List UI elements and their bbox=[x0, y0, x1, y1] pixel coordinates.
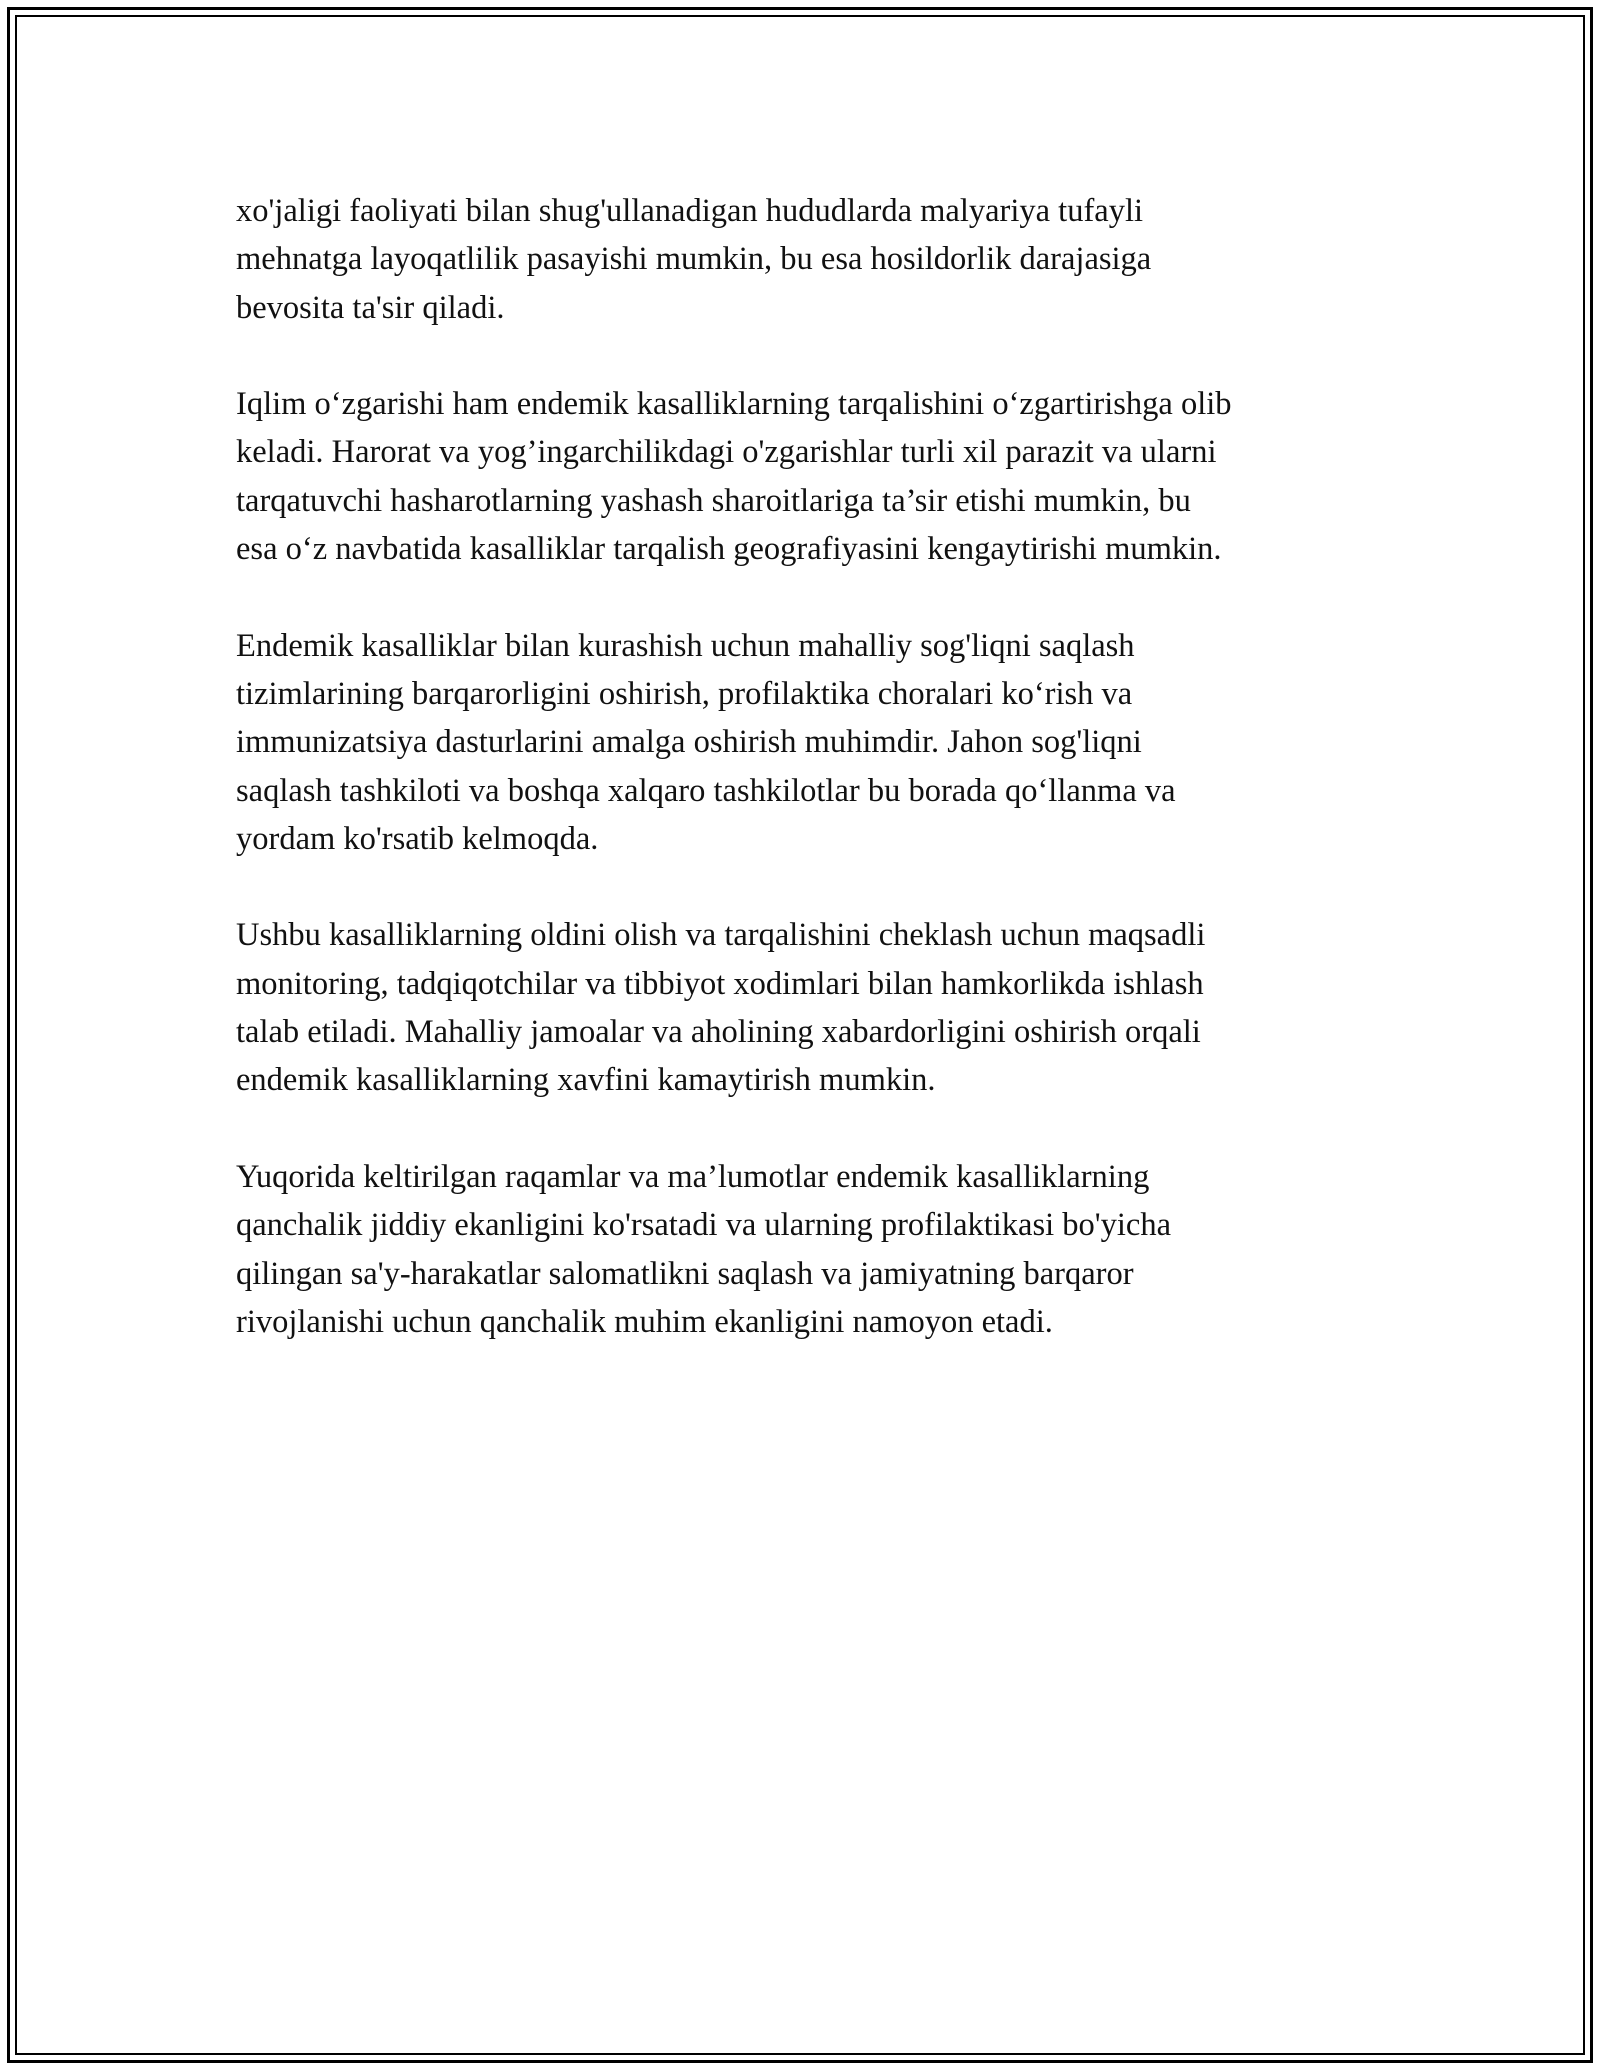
text-line: Yuqorida keltirilgan raqamlar va ma’lumotlar endemik kasalliklarning bbox=[236, 1158, 1150, 1195]
text-line: talab etiladi. Mahalliy jamoalar va aholining xabardorligini oshirish orqali bbox=[236, 1014, 1201, 1051]
text-line: qilingan sa'y-harakatlar salomatlikni saqlash va jamiyatning barqaror bbox=[236, 1255, 1134, 1292]
text-line: Ushbu kasalliklarning oldini olish va tarqalishini cheklash uchun maqsadli bbox=[236, 917, 1206, 954]
text-line: saqlash tashkiloti va boshqa xalqaro tashkilotlar bu borada qo‘llanma va bbox=[236, 772, 1176, 809]
text-line: yordam ko'rsatib kelmoqda. bbox=[236, 820, 599, 857]
paragraph bbox=[236, 1153, 1416, 1346]
text-line: immunizatsiya dasturlarini amalga oshirish muhimdir. Jahon sog'liqni bbox=[236, 724, 1142, 761]
text-line: bevosita ta'sir qiladi. bbox=[236, 289, 505, 326]
paragraph bbox=[236, 187, 1416, 332]
text-line: xo'jaligi faoliyati bilan shug'ullanadigan hududlarda malyariya tufayli bbox=[236, 193, 1144, 229]
text-line: tarqatuvchi hasharotlarning yashash sharoitlariga ta’sir etishi mumkin, bu bbox=[236, 482, 1191, 519]
text-line: Endemik kasalliklar bilan kurashish uchun mahalliy sog'liqni saqlash bbox=[236, 627, 1135, 664]
paragraph bbox=[236, 911, 1416, 1104]
text-line: rivojlanishi uchun qanchalik muhim ekanligini namoyon etadi. bbox=[236, 1303, 1053, 1340]
text-line: keladi. Harorat va yog’ingarchilikdagi o'zgarishlar turli xil parazit va ularni bbox=[236, 434, 1217, 471]
text-line: tizimlarining barqarorligini oshirish, profilaktika choralari ko‘rish va bbox=[236, 675, 1133, 712]
text-line: monitoring, tadqiqotchilar va tibbiyot xodimlari bilan hamkorlikda ishlash bbox=[236, 965, 1204, 1002]
text-line: Iqlim o‘zgarishi ham endemik kasalliklarning tarqalishini o‘zgartirishga olib bbox=[236, 386, 1232, 423]
paragraph bbox=[236, 380, 1416, 573]
document-body bbox=[236, 187, 1416, 1394]
text-line: mehnatga layoqatlilik pasayishi mumkin, bu esa hosildorlik darajasiga bbox=[236, 241, 1152, 278]
text-line: qanchalik jiddiy ekanligini ko'rsatadi va ularning profilaktikasi bo'yicha bbox=[236, 1207, 1172, 1244]
text-line: esa o‘z navbatida kasalliklar tarqalish geografiyasini kengaytirishi mumkin. bbox=[236, 531, 1222, 568]
text-line: endemik kasalliklarning xavfini kamaytirish mumkin. bbox=[236, 1062, 936, 1099]
paragraph bbox=[236, 622, 1416, 863]
